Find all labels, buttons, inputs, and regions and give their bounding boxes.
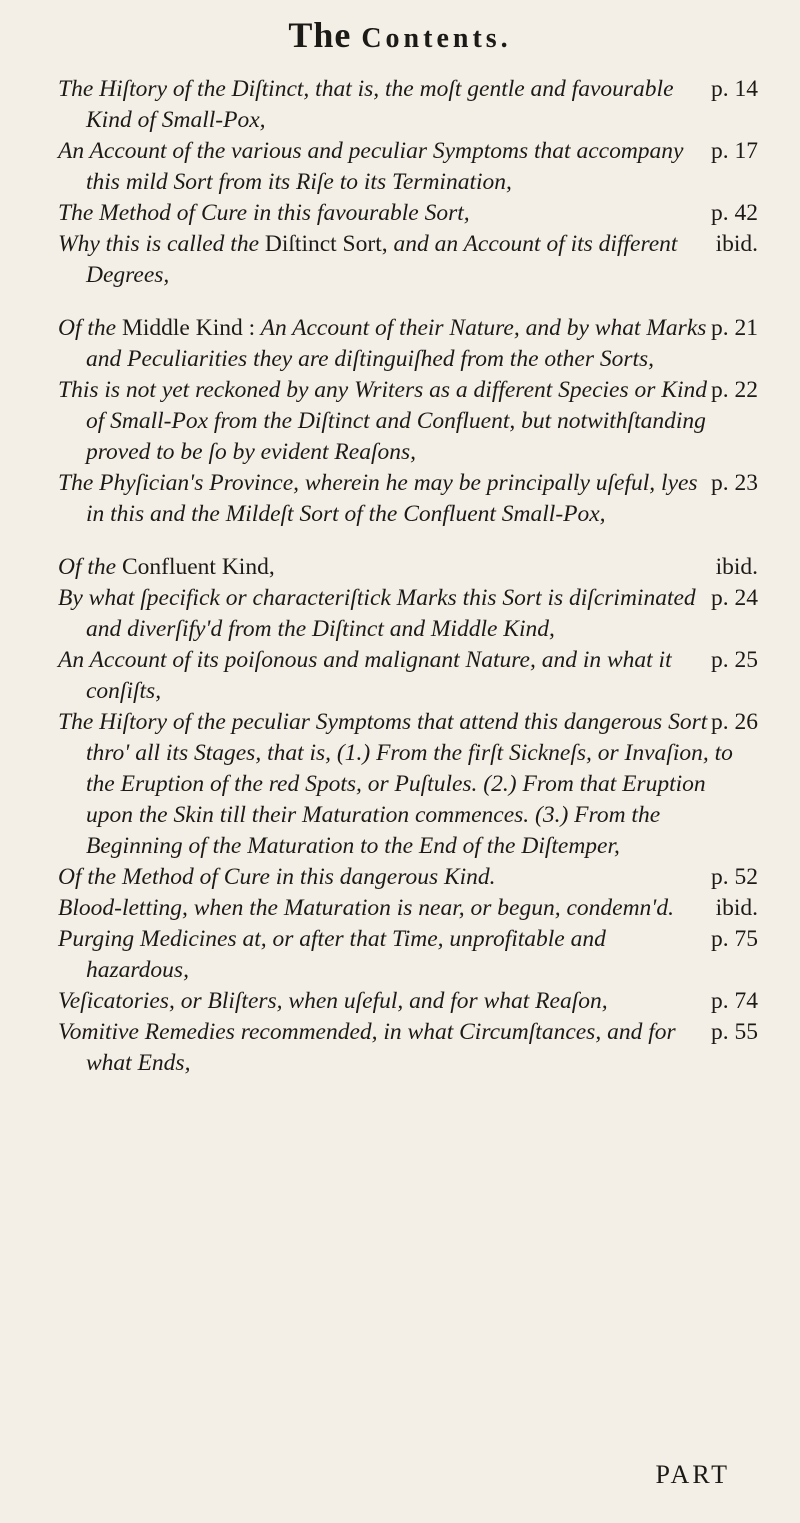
page-reference: ibid.	[715, 554, 758, 580]
entry-roman-text: Confluent Kind,	[121, 554, 275, 580]
toc-entry	[58, 893, 758, 924]
toc-entry	[58, 136, 758, 198]
page-reference: p. 74	[711, 988, 758, 1014]
page-reference: p. 22	[711, 377, 758, 403]
toc-entry	[58, 924, 758, 986]
toc-group	[58, 74, 758, 291]
toc-entry	[58, 313, 758, 375]
toc-entry	[58, 552, 758, 583]
entry-text: Veſicatories, or Bliſters, when uſeful, and for what Reaſon,	[58, 988, 608, 1014]
toc-entry	[58, 986, 758, 1017]
entry-text: By what ſpecifick or characteriſtick Marks this Sort is diſcriminated and diverſify'd from the Diſtinct and Middle Kind,	[58, 585, 696, 642]
entry-text: Of the Method of Cure in this dangerous Kind.	[58, 864, 496, 890]
entry-roman-text: Middle Kind :	[121, 315, 256, 341]
toc-entry	[58, 74, 758, 136]
page-reference: p. 25	[711, 647, 758, 673]
page-reference: p. 21	[711, 315, 758, 341]
entry-text: Of the	[58, 315, 122, 341]
page-header	[0, 14, 800, 56]
entry-text: Blood-letting, when the Maturation is near, or begun, condemn'd.	[58, 895, 674, 921]
header-contents: Contents.	[361, 23, 512, 54]
entry-text: The Phyſician's Province, wherein he may be principally uſeful, lyes in this and the Mildeſt Sort of the Confluent Small-Pox,	[58, 470, 698, 527]
toc-entry	[58, 229, 758, 291]
page-reference: p. 52	[711, 864, 758, 890]
toc-group	[58, 313, 758, 530]
page-reference: p. 17	[711, 138, 758, 164]
page-reference: p. 23	[711, 470, 758, 496]
page-reference: p. 42	[711, 200, 758, 226]
toc-entry	[58, 707, 758, 862]
toc-entry	[58, 645, 758, 707]
toc-group	[58, 552, 758, 1079]
toc-entry	[58, 375, 758, 468]
page-reference: p. 24	[711, 585, 758, 611]
toc-entry	[58, 1017, 758, 1079]
page-reference: ibid.	[715, 231, 758, 257]
entry-text: An Account of the various and peculiar Symptoms that accompany this mild Sort from its Riſe to its Termination,	[58, 138, 684, 195]
toc-entry	[58, 862, 758, 893]
toc-entry	[58, 198, 758, 229]
toc-entry	[58, 468, 758, 530]
entry-text: The Hiſtory of the Diſtinct, that is, the moſt gentle and favourable Kind of Small-Pox,	[58, 76, 674, 133]
page-reference: p. 75	[711, 926, 758, 952]
header-the: The	[288, 15, 362, 55]
entry-text: This is not yet reckoned by any Writers as a different Species or Kind of Small-Pox from the Diſtinct and Confluent, but notwithſtanding proved to be ſo by evident Reaſons,	[58, 377, 707, 465]
entry-text: Purging Medicines at, or after that Time, unprofitable and hazardous,	[58, 926, 606, 983]
entry-roman-text: Diſtinct Sort,	[264, 231, 388, 257]
entry-text: Why this is called the	[58, 231, 265, 257]
entry-text: Of the	[58, 554, 122, 580]
entry-text: An Account of its poiſonous and malignant Nature, and in what it conſiſts,	[58, 647, 672, 704]
entry-text-continued: An Account of their Nature, and by what Marks and Peculiarities they are diſtinguiſhed from the other Sorts,	[86, 315, 707, 372]
page-reference: ibid.	[715, 895, 758, 921]
entry-text: The Hiſtory of the peculiar Symptoms that attend this dangerous Sort thro' all its Stages, that is, (1.) From the firſt Sickneſs, or Invaſion, to the Eruption of the red Spots, or Puſtules. (2.) From that Eruption upon the Skin till their Maturation commences. (3.) From the Beginning of the Maturation to the End of the Diſtemper,	[58, 709, 733, 859]
table-of-contents	[58, 74, 758, 1101]
page-reference: p. 14	[711, 76, 758, 102]
entry-text: Vomitive Remedies recommended, in what Circumſtances, and for what Ends,	[58, 1019, 676, 1076]
entry-text: The Method of Cure in this favourable Sort,	[58, 200, 470, 226]
toc-entry	[58, 583, 758, 645]
page-reference: p. 55	[711, 1019, 758, 1045]
page-reference: p. 26	[711, 709, 758, 735]
catchword: PART	[655, 1460, 730, 1489]
entry-text-continued: and an Account of its different Degrees,	[86, 231, 678, 288]
